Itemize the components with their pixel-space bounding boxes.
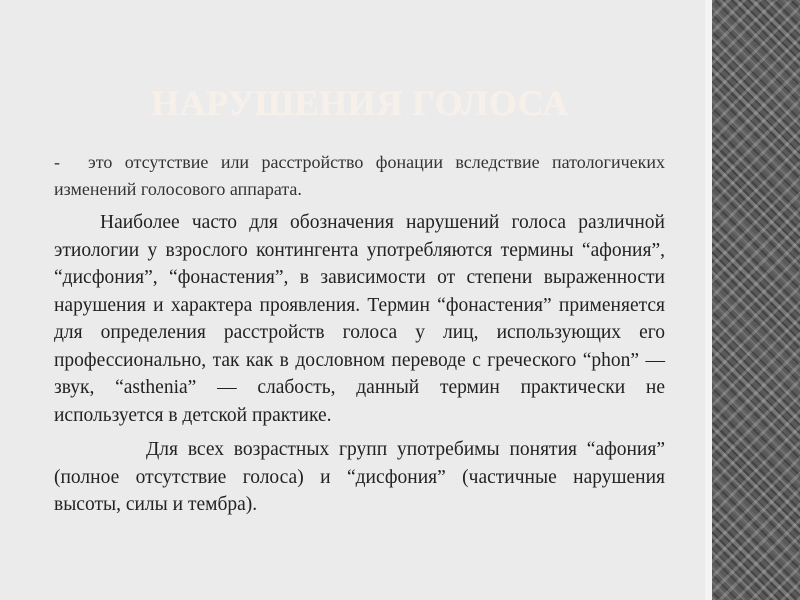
definition-text: это отсутствие или расстройство фонации вследствие патологичеких изменений голосового аппарата. (54, 152, 665, 199)
decorative-pattern-strip (712, 0, 800, 600)
slide-edge-divider (705, 0, 712, 600)
dash-marker: - (54, 152, 60, 172)
paragraph-age-groups: Для всех возрастных групп употребимы понятия “афония” (полное отсутствие голоса) и “дисфония” (частичные нарушения высоты, силы и тембра). (54, 439, 665, 515)
slide-title: НАРУШЕНИЯ ГОЛОСА (151, 83, 569, 123)
paragraph-definition (54, 149, 665, 203)
slide-body (54, 149, 665, 519)
paragraph-terms: Наиболее часто для обозначения нарушений голоса различной этиологии у взрослого контингента употребляются термины “афония”, “дисфония”, “фонастения”, в зависимости от степени выраженности нарушения и характера проявления. Термин “фонастения” применяется для определения расстройств голоса у лиц, использующих его профессионально, так как в дословном переводе с греческого “phon” — звук, “asthenia” — слабость, данный термин практически не используется в детской практике. (54, 212, 665, 426)
